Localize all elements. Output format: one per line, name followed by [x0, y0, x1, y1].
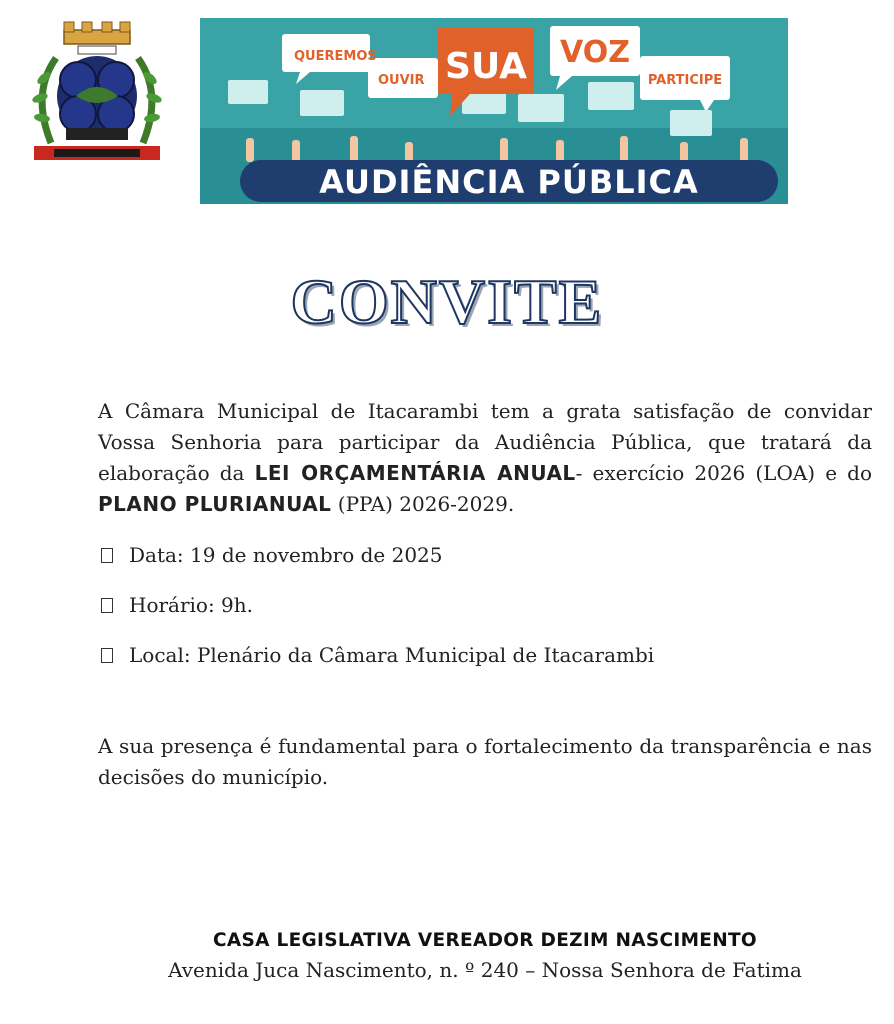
banner-headline: AUDIÊNCIA PÚBLICA [319, 163, 699, 201]
detail-location [98, 641, 654, 669]
bullet-box-icon [101, 598, 113, 613]
banner-word-voz: VOZ [560, 35, 630, 70]
banner-word-sua: SUA [445, 46, 527, 87]
detail-date-text: Data: 19 de novembro de 2025 [129, 543, 443, 567]
loa-label: LEI ORÇAMENTÁRIA ANUAL [254, 461, 576, 485]
footer-institution: CASA LEGISLATIVA VEREADOR DEZIM NASCIMENTO [213, 930, 757, 951]
detail-location-text: Local: Plenário da Câmara Municipal de Itacarambi [129, 643, 655, 667]
banner-word-ouvir: OUVIR [378, 73, 425, 88]
ppa-label: PLANO PLURIANUAL [98, 492, 332, 516]
bullet-box-icon [101, 648, 113, 663]
banner-word-participe: PARTICIPE [647, 73, 723, 88]
closing-paragraph: A sua presença é fundamental para o fortalecimento da transparência e nas decisões do município. [98, 734, 872, 789]
intro-text-3: (PPA) 2026-2029. [331, 492, 515, 516]
coat-of-arms-icon [26, 18, 168, 168]
bullet-box-icon [101, 548, 113, 563]
detail-time-text: Horário: 9h. [129, 593, 254, 617]
intro-text-1: A Câmara Municipal de Itacarambi tem a grata satisfação de convidar Vossa Senhoria para participar da Audiência Pública, que tratará da elaboração da [98, 399, 872, 485]
footer-address: Avenida Juca Nascimento, n. º 240 – Nossa Senhora de Fatima [168, 958, 802, 982]
banner-word-queremos: QUEREMOS [294, 49, 377, 64]
invitation-paragraph [98, 396, 872, 520]
intro-text-2: - exercício 2026 (LOA) e do [575, 461, 872, 485]
detail-time [98, 591, 253, 619]
page-title: CONVITE [290, 266, 604, 337]
audiencia-publica-banner [200, 18, 788, 204]
detail-date [98, 541, 443, 569]
